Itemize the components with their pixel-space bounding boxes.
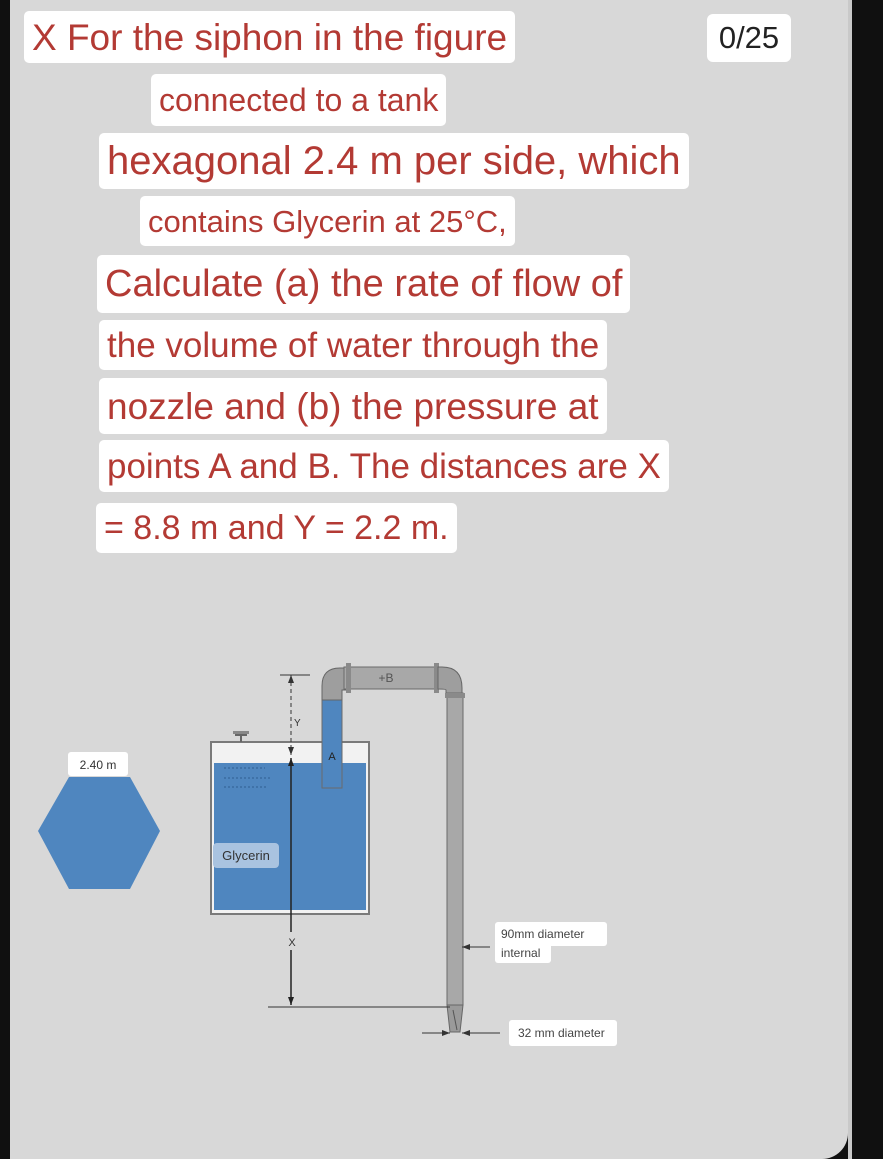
point-b-label: +B (378, 671, 394, 685)
question-line-8: points A and B. The distances are X (99, 440, 669, 492)
question-line-3: hexagonal 2.4 m per side, which (99, 133, 689, 189)
glycerin-label: Glycerin (222, 848, 270, 863)
scrollbar-track[interactable] (848, 0, 852, 1159)
progress-counter: 0/25 (707, 14, 791, 62)
top-right-elbow (438, 667, 462, 694)
pipe-internal-label: internal (501, 946, 541, 960)
question-line-2: connected to a tank (151, 74, 446, 126)
question-line-9: = 8.8 m and Y = 2.2 m. (96, 503, 457, 553)
vertical-pipe (447, 693, 463, 1005)
x-dimension-label: X (288, 937, 296, 949)
question-line-7: nozzle and (b) the pressure at (99, 378, 607, 434)
pipe-diameter-label: 90mm diameter (501, 927, 585, 941)
question-line-1: X For the siphon in the figure (24, 11, 515, 63)
hexagon-side-label: 2.40 m (79, 758, 117, 772)
siphon-figure (10, 0, 848, 1159)
glycerin-fluid (214, 763, 366, 910)
question-line-5: Calculate (a) the rate of flow of (97, 255, 630, 313)
inlet-pipe (322, 690, 342, 788)
question-line-6: the volume of water through the (99, 320, 607, 370)
nozzle-diameter-label: 32 mm diameter (518, 1026, 605, 1040)
question-line-4: contains Glycerin at 25°C, (140, 196, 515, 246)
hexagon-tank-shape (38, 777, 160, 889)
question-card (10, 0, 848, 1159)
point-a-label: A (328, 751, 336, 763)
y-dimension-label: Y (294, 718, 301, 729)
